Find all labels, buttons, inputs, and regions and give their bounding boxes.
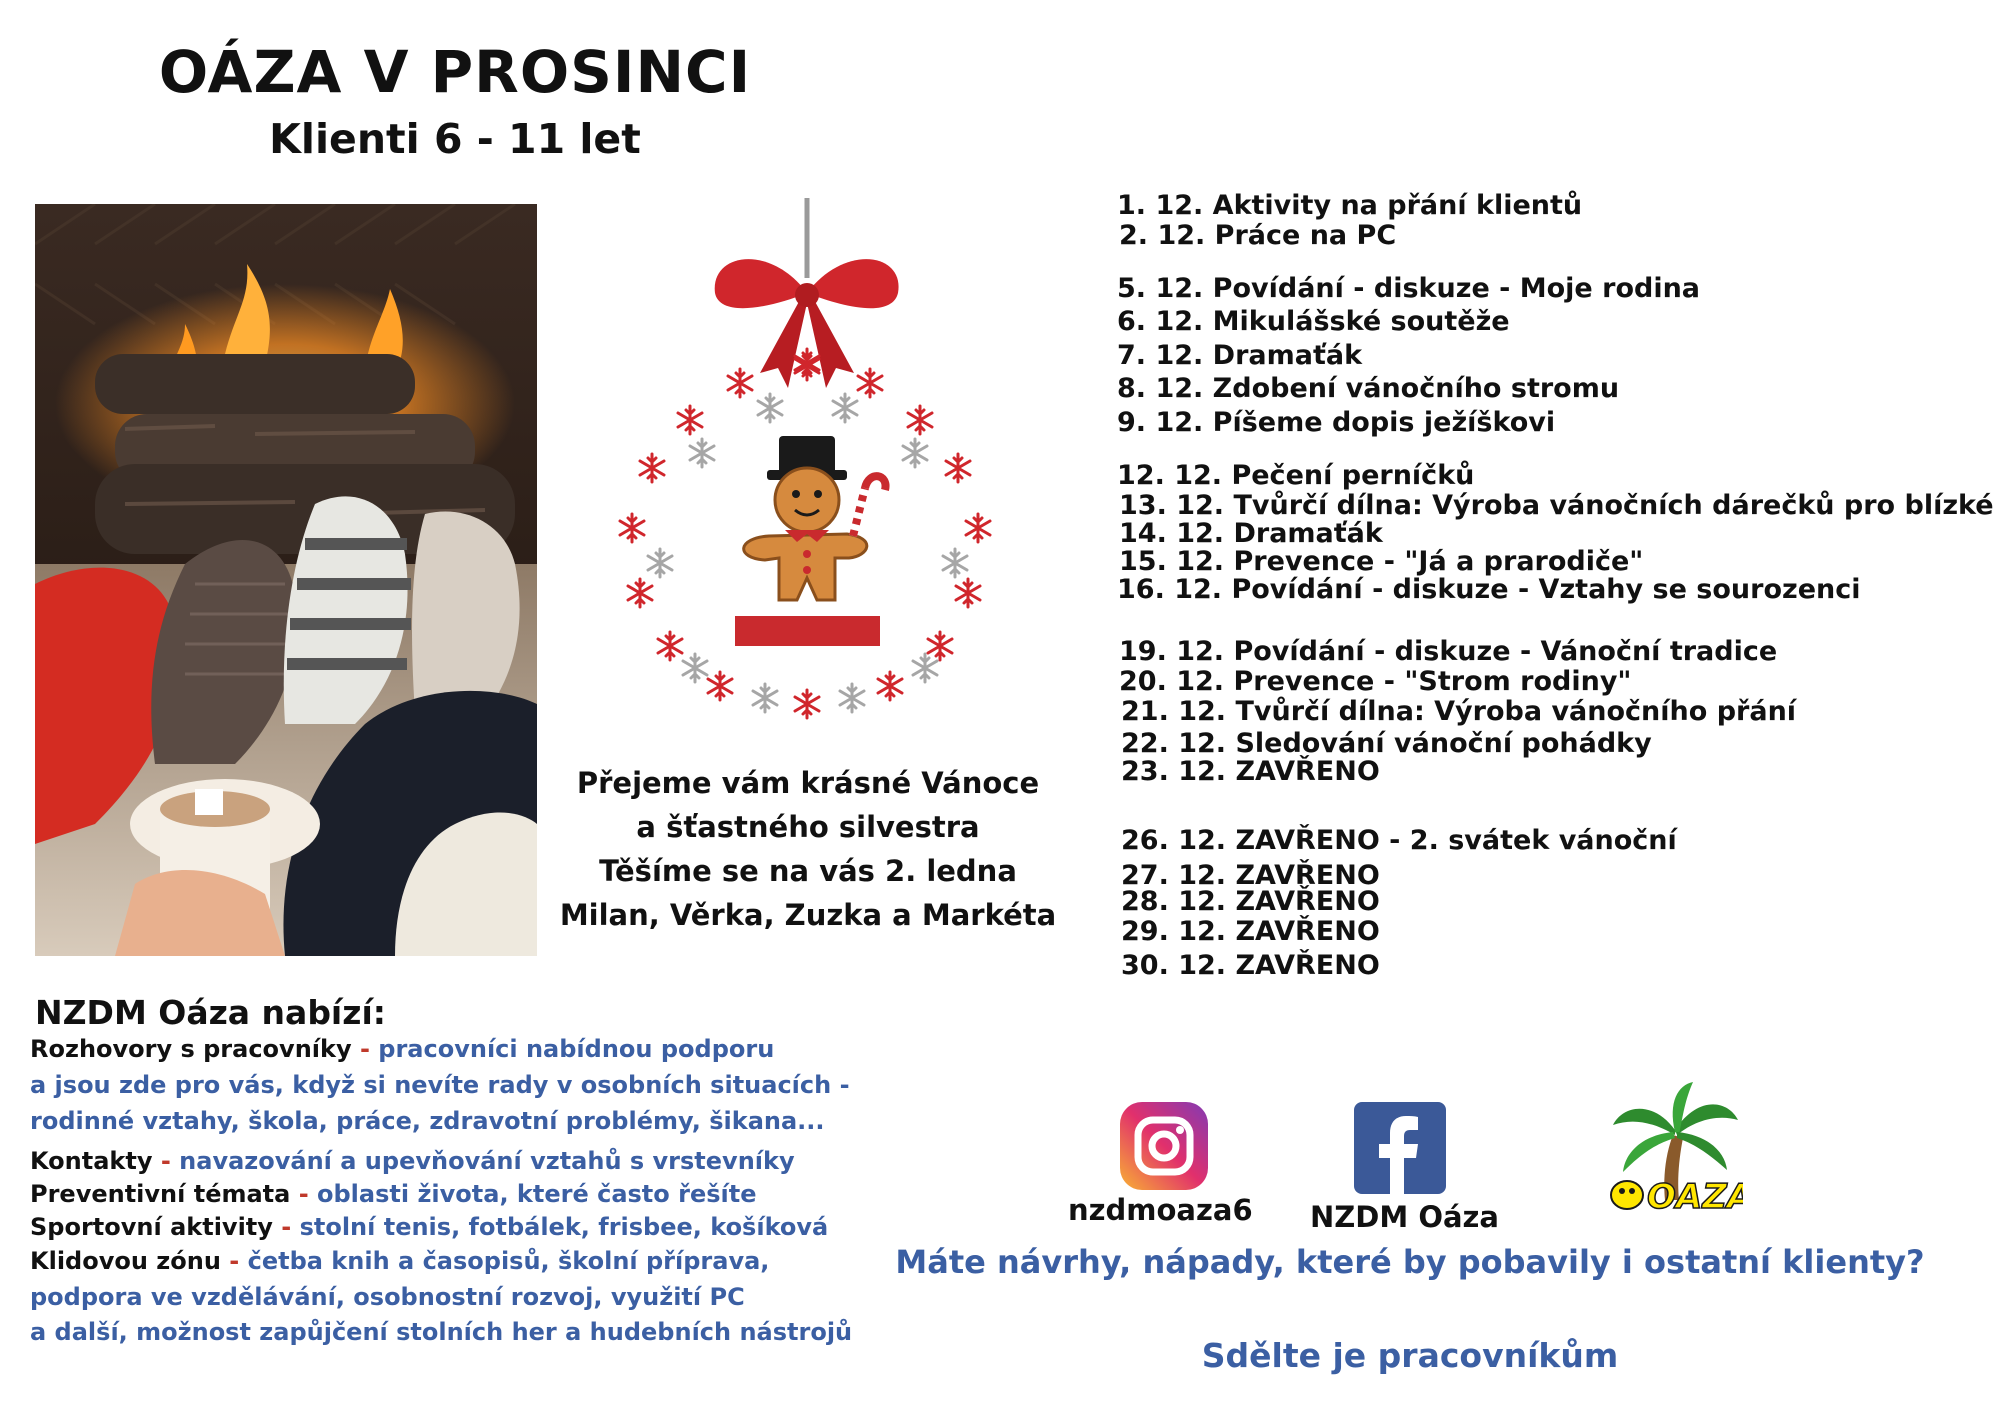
offer-text: navazování a upevňování vztahů s vrstevníky bbox=[179, 1147, 795, 1175]
schedule-item: 23. 12. ZAVŘENO bbox=[1121, 756, 1380, 787]
wish-line-2: a šťastného silvestra bbox=[636, 810, 980, 844]
offer-line: a jsou zde pro vás, když si nevíte rady v osobních situacích - bbox=[30, 1071, 850, 1099]
offer-line bbox=[30, 1147, 795, 1175]
schedule-item: 12. 12. Pečení perníčků bbox=[1117, 460, 1475, 491]
wish-line-1: Přejeme vám krásné Vánoce bbox=[576, 766, 1040, 800]
offer-dash: - bbox=[351, 1035, 379, 1063]
offer-dash: - bbox=[152, 1147, 180, 1175]
schedule-item: 8. 12. Zdobení vánočního stromu bbox=[1117, 373, 1620, 404]
oaza-logo-text: OAZA bbox=[1647, 1177, 1743, 1217]
offer-line: podpora ve vzdělávání, osobnostní rozvoj, využití PC bbox=[30, 1283, 745, 1311]
offer-line bbox=[30, 1213, 828, 1241]
suggestions-question: Máte návrhy, nápady, které by pobavily i ostatní klienty? bbox=[895, 1243, 1925, 1281]
offer-label: Klidovou zónu bbox=[30, 1247, 221, 1275]
schedule-item: 14. 12. Dramaťák bbox=[1119, 518, 1383, 549]
instagram-label[interactable]: nzdmoaza6 bbox=[1068, 1193, 1253, 1227]
schedule-item: 5. 12. Povídání - diskuze - Moje rodina bbox=[1117, 273, 1701, 304]
schedule-item: 27. 12. ZAVŘENO bbox=[1121, 860, 1380, 891]
oaza-palm-logo bbox=[1603, 1080, 1743, 1220]
schedule-item: 30. 12. ZAVŘENO bbox=[1121, 950, 1380, 981]
offer-dash: - bbox=[290, 1180, 318, 1208]
offer-dash: - bbox=[272, 1213, 300, 1241]
offer-text: pracovníci nabídnou podporu bbox=[378, 1035, 775, 1063]
schedule-item: 15. 12. Prevence - "Já a prarodiče" bbox=[1119, 546, 1644, 577]
offer-text: četba knih a časopisů, školní příprava, bbox=[247, 1247, 770, 1275]
schedule-item: 6. 12. Mikulášské soutěže bbox=[1117, 306, 1510, 337]
offer-label: Sportovní aktivity bbox=[30, 1213, 273, 1241]
offer-line bbox=[30, 1180, 757, 1208]
offer-label: Preventivní témata bbox=[30, 1180, 291, 1208]
schedule-item: 28. 12. ZAVŘENO bbox=[1121, 886, 1380, 917]
wish-line-4: Milan, Věrka, Zuzka a Markéta bbox=[559, 898, 1057, 932]
schedule-item: 21. 12. Tvůrčí dílna: Výroba vánočního přání bbox=[1121, 696, 1797, 727]
wish-line-3: Těšíme se na vás 2. ledna bbox=[599, 854, 1017, 888]
schedule-item: 19. 12. Povídání - diskuze - Vánoční tradice bbox=[1119, 636, 1778, 667]
offer-line bbox=[30, 1035, 774, 1063]
schedule-item: 20. 12. Prevence - "Strom rodiny" bbox=[1119, 666, 1632, 697]
schedule-item: 1. 12. Aktivity na přání klientů bbox=[1117, 190, 1583, 221]
poster-title: OÁZA V PROSINCI bbox=[158, 38, 752, 106]
schedule-item: 7. 12. Dramaťák bbox=[1117, 340, 1363, 371]
fireplace-socks-photo bbox=[35, 204, 537, 956]
offer-label: Kontakty bbox=[30, 1147, 153, 1175]
facebook-label[interactable]: NZDM Oáza bbox=[1310, 1200, 1499, 1234]
schedule-item: 29. 12. ZAVŘENO bbox=[1121, 916, 1380, 947]
facebook-icon[interactable] bbox=[1352, 1100, 1448, 1196]
tell-workers-text: Sdělte je pracovníkům bbox=[1201, 1336, 1619, 1375]
schedule-item: 13. 12. Tvůrčí dílna: Výroba vánočních dárečků pro blízké bbox=[1119, 490, 1994, 521]
christmas-ornament-gingerbread-icon bbox=[590, 198, 1020, 758]
offer-text: stolní tenis, fotbálek, frisbee, košíková bbox=[299, 1213, 829, 1241]
offer-line: a další, možnost zapůjčení stolních her a hudebních nástrojů bbox=[30, 1318, 853, 1346]
offer-label: Rozhovory s pracovníky bbox=[30, 1035, 352, 1063]
schedule-item: 16. 12. Povídání - diskuze - Vztahy se sourozenci bbox=[1117, 574, 1861, 605]
offer-line: rodinné vztahy, škola, práce, zdravotní problémy, šikana... bbox=[30, 1107, 825, 1135]
instagram-icon[interactable] bbox=[1118, 1100, 1210, 1192]
schedule-item: 9. 12. Píšeme dopis ježíškovi bbox=[1117, 407, 1556, 438]
offer-heading: NZDM Oáza nabízí: bbox=[35, 993, 386, 1032]
offer-text: oblasti života, které často řešíte bbox=[317, 1180, 757, 1208]
offer-dash: - bbox=[220, 1247, 248, 1275]
poster-subtitle: Klienti 6 - 11 let bbox=[269, 115, 641, 163]
offer-line bbox=[30, 1247, 769, 1275]
schedule-item: 22. 12. Sledování vánoční pohádky bbox=[1121, 728, 1652, 759]
schedule-item: 26. 12. ZAVŘENO - 2. svátek vánoční bbox=[1121, 825, 1677, 856]
schedule-item: 2. 12. Práce na PC bbox=[1119, 220, 1397, 251]
